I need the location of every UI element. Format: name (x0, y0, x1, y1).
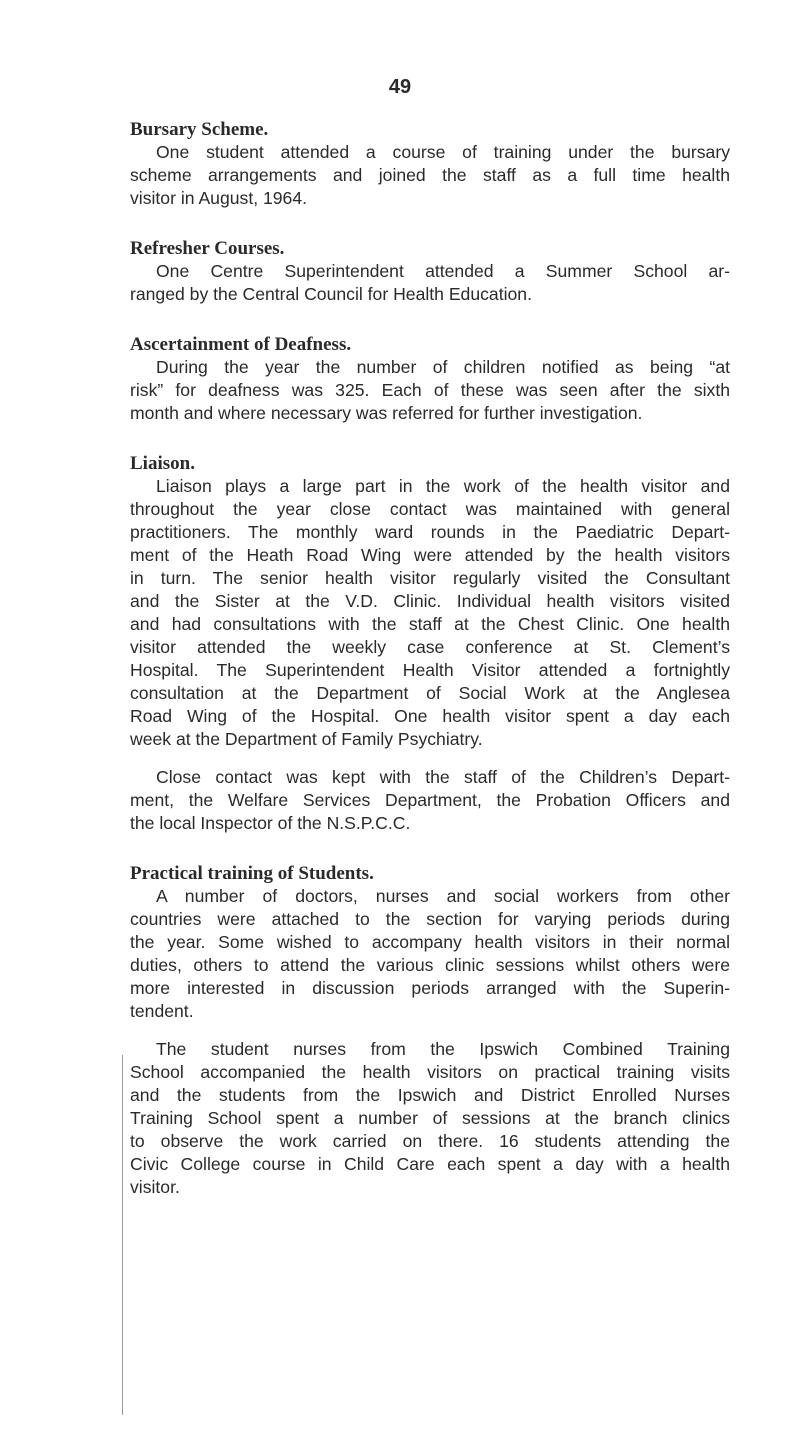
text-line: practitioners. The monthly ward rounds in the Paediatric Depart- (130, 522, 730, 542)
text-line: Hospital. The Superintendent Health Visitor attended a fortnightly (130, 660, 730, 680)
text-line: in turn. The senior health visitor regularly visited the Consultant (130, 568, 730, 588)
section-gap (130, 306, 730, 333)
text-line: Training School spent a number of sessions at the branch clinics (130, 1108, 730, 1128)
paragraph (130, 1038, 730, 1199)
section (130, 118, 730, 210)
text-line: and the Sister at the V.D. Clinic. Individual health visitors visited (130, 591, 730, 611)
text-line: ment of the Heath Road Wing were attended by the health visitors (130, 545, 730, 565)
section-gap (130, 835, 730, 862)
text-line: ment, the Welfare Services Department, the Probation Officers and (130, 790, 730, 810)
text-line: duties, others to attend the various clinic sessions whilst others were (130, 955, 730, 975)
paragraph (130, 766, 730, 835)
section-heading: Refresher Courses. (130, 238, 285, 259)
text-line: consultation at the Department of Social Work at the Anglesea (130, 683, 730, 703)
text-line: One student attended a course of training under the bursary (156, 142, 730, 162)
text-line: week at the Department of Family Psychiatry. (130, 729, 483, 749)
text-line: The student nurses from the Ipswich Combined Training (156, 1039, 730, 1059)
text-line: visitor. (130, 1177, 180, 1197)
section-heading: Practical training of Students. (130, 863, 374, 884)
text-line: to observe the work carried on there. 16 students attending the (130, 1131, 730, 1151)
text-line: Close contact was kept with the staff of the Children’s Depart- (156, 767, 730, 787)
section-heading: Liaison. (130, 453, 195, 474)
page-number: 49 (388, 76, 412, 98)
text-line: Civic College course in Child Care each spent a day with a health (130, 1154, 730, 1174)
paragraph (130, 356, 730, 425)
section-gap (130, 210, 730, 237)
section-gap (130, 425, 730, 452)
text-line: tendent. (130, 1001, 194, 1021)
text-line: Liaison plays a large part in the work of the health visitor and (156, 476, 730, 496)
text-line: throughout the year close contact was maintained with general (130, 499, 730, 519)
paragraph (130, 475, 730, 751)
section (130, 452, 730, 835)
margin-rule (122, 1055, 123, 1415)
paragraph-gap (130, 1023, 730, 1038)
section (130, 237, 730, 306)
text-line: scheme arrangements and joined the staff as a full time health (130, 165, 730, 185)
section (130, 862, 730, 1199)
text-line: visitor attended the weekly case conference at St. Clement’s (130, 637, 730, 657)
text-line: the year. Some wished to accompany health visitors in their normal (130, 932, 730, 952)
text-line: A number of doctors, nurses and social workers from other (156, 886, 730, 906)
paragraph (130, 141, 730, 210)
text-line: School accompanied the health visitors on practical training visits (130, 1062, 730, 1082)
text-line: Road Wing of the Hospital. One health visitor spent a day each (130, 706, 730, 726)
text-line: more interested in discussion periods arranged with the Superin- (130, 978, 730, 998)
text-line: ranged by the Central Council for Health Education. (130, 284, 532, 304)
text-line: risk” for deafness was 325. Each of these was seen after the sixth (130, 380, 730, 400)
section-heading: Bursary Scheme. (130, 119, 269, 140)
text-line: the local Inspector of the N.S.P.C.C. (130, 813, 411, 833)
text-line: countries were attached to the section for varying periods during (130, 909, 730, 929)
text-line: and had consultations with the staff at the Chest Clinic. One health (130, 614, 730, 634)
text-line: During the year the number of children notified as being “at (156, 357, 730, 377)
paragraph (130, 885, 730, 1023)
text-line: visitor in August, 1964. (130, 188, 308, 208)
text-line: and the students from the Ipswich and District Enrolled Nurses (130, 1085, 730, 1105)
text-line: month and where necessary was referred for further investigation. (130, 403, 643, 423)
text-line: One Centre Superintendent attended a Summer School ar- (156, 261, 730, 281)
section-heading: Ascertainment of Deafness. (130, 334, 352, 355)
paragraph (130, 260, 730, 306)
page-body (130, 118, 730, 1199)
paragraph-gap (130, 751, 730, 766)
section (130, 333, 730, 425)
